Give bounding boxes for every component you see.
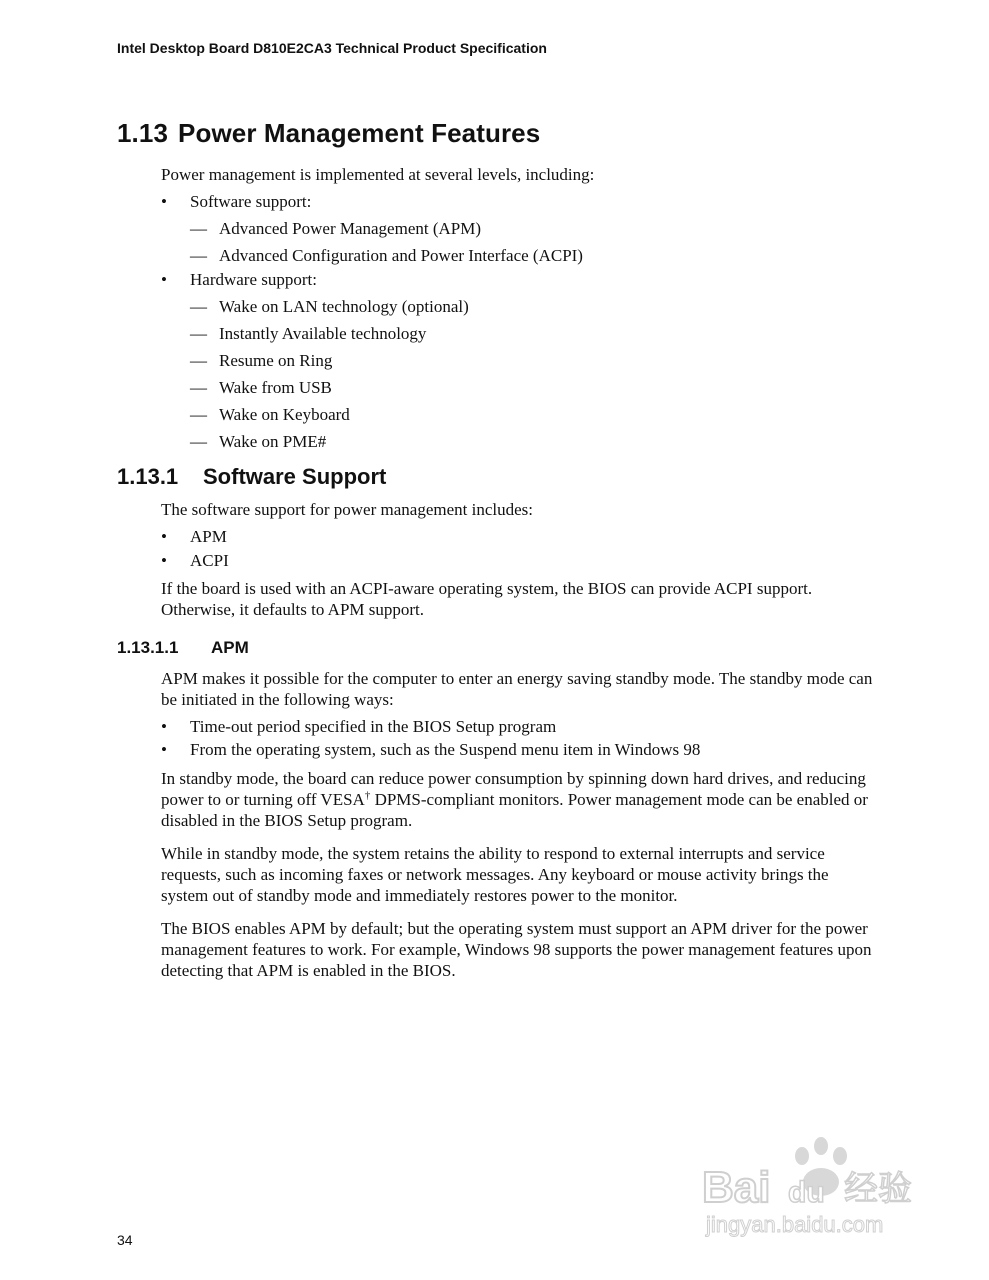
subsection-intro: The software support for power management includes: [161, 500, 533, 519]
svg-text:jingyan.baidu.com: jingyan.baidu.com [706, 1212, 884, 1237]
dagger-mark: † [364, 789, 371, 802]
subsubsection-number: 1.13.1.1 [117, 638, 179, 657]
subsection-number: 1.13.1 [117, 464, 179, 489]
list-item: — Wake on PME# [190, 432, 327, 451]
list-item: — Wake on Keyboard [190, 405, 350, 424]
section-heading [117, 118, 540, 149]
list-item: • Software support: [161, 192, 312, 211]
subsection-title: Software Support [203, 464, 387, 489]
subsubsection-intro: APM makes it possible for the computer to enter an energy saving standby mode. The standby mode can be initiated in the following ways: [161, 669, 873, 709]
subsubsection-title: APM [211, 638, 249, 657]
list-item: — Wake on LAN technology (optional) [190, 297, 469, 316]
list-item: • ACPI [161, 551, 229, 570]
section-number: 1.13 [117, 118, 169, 148]
list-item: — Wake from USB [190, 378, 332, 397]
list-item: — Advanced Configuration and Power Interface (ACPI) [190, 246, 583, 265]
svg-text:经验: 经验 [844, 1169, 912, 1209]
page-number: 34 [117, 1232, 133, 1248]
list-item: • Hardware support: [161, 270, 317, 289]
section-title: Power Management Features [178, 118, 541, 148]
svg-text:du: du [788, 1176, 825, 1209]
subsection-heading [117, 464, 386, 490]
subsubsection-heading [117, 638, 249, 658]
baidu-watermark-logo [700, 1132, 940, 1242]
list-item: — Instantly Available technology [190, 324, 427, 343]
paragraph: If the board is used with an ACPI-aware operating system, the BIOS can provide ACPI support. Otherwise, it defaults to APM support. [161, 579, 813, 619]
list-item: — Advanced Power Management (APM) [190, 219, 482, 238]
running-header: Intel Desktop Board D810E2CA3 Technical Product Specification [117, 40, 547, 56]
paragraph: In standby mode, the board can reduce power consumption by spinning down hard drives, and reducing power to or turning off VESA† DPMS-compliant monitors. Power management mode can be enabled or disabled in the BIOS Setup program. [161, 769, 868, 830]
list-item: • APM [161, 527, 227, 546]
paragraph: While in standby mode, the system retains the ability to respond to external interrupts and service requests, such as incoming faxes or network messages. Any keyboard or mouse activity brings the system out of standby mode and immediately restores power to the monitor. [161, 844, 829, 905]
paragraph: The BIOS enables APM by default; but the operating system must support an APM driver for the power management features to work. For example, Windows 98 supports the power management features upon detecting that APM is enabled in the BIOS. [161, 919, 872, 980]
list-item: — Resume on Ring [190, 351, 333, 370]
list-item: • Time-out period specified in the BIOS Setup program [161, 717, 557, 736]
svg-text:Bai: Bai [702, 1163, 771, 1212]
list-item: • From the operating system, such as the Suspend menu item in Windows 98 [161, 740, 701, 759]
section-intro: Power management is implemented at several levels, including: [161, 165, 595, 184]
